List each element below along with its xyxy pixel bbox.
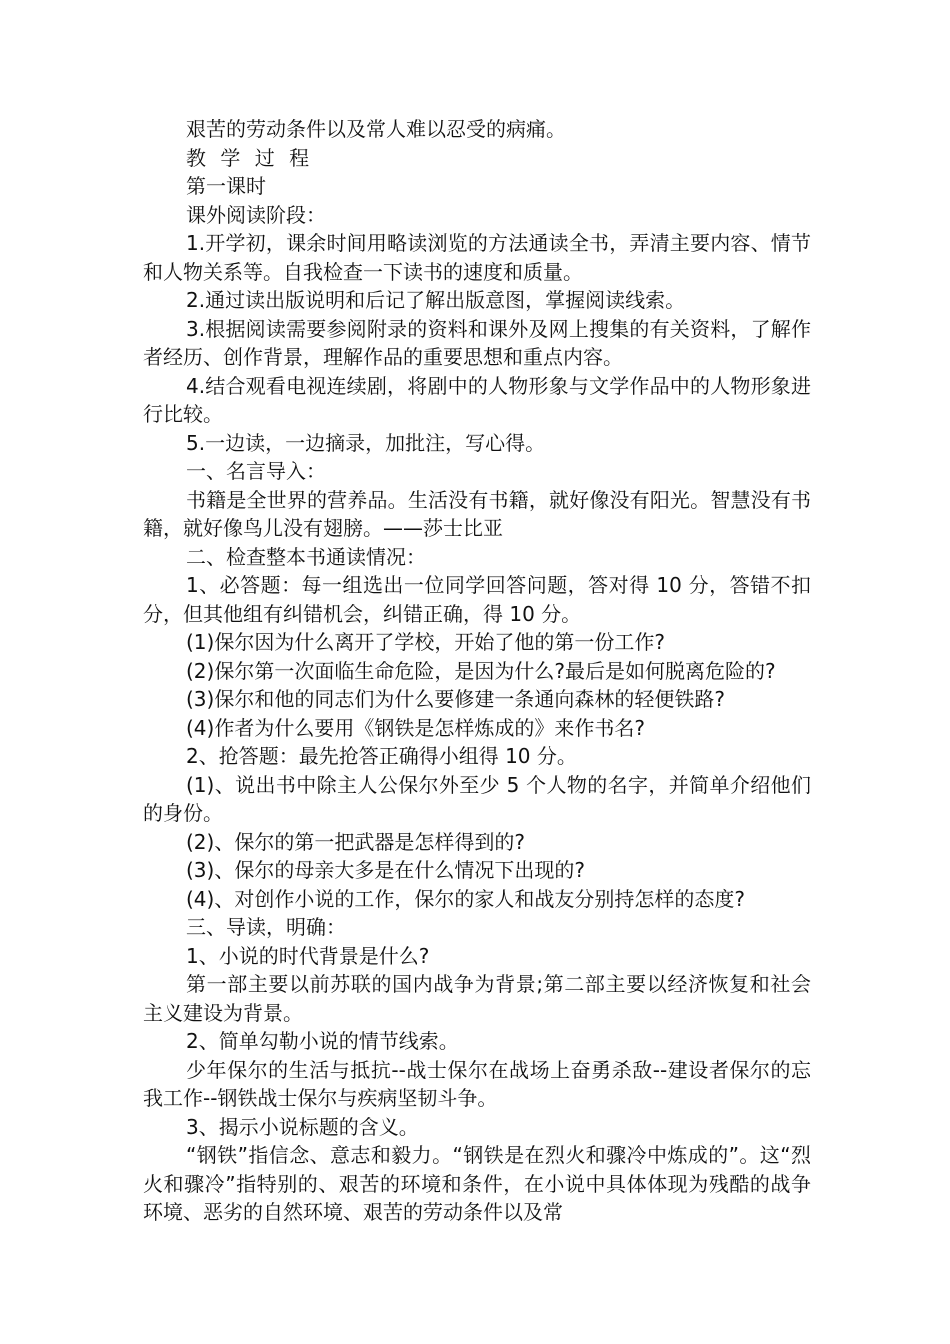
question-item: (2)、保尔的第一把武器是怎样得到的? <box>186 829 525 854</box>
question-item: (4)、对创作小说的工作，保尔的家人和战友分别持怎样的态度? <box>186 886 745 911</box>
section-heading: 三、导读，明确： <box>186 915 346 939</box>
question-item: (1)、说出书中除主人公保尔外至少 5 个人物的名字，并简单介绍他们的身份。 <box>143 772 811 825</box>
question-item: 1、小说的时代背景是什么? <box>186 943 430 968</box>
question-item: (4)作者为什么要用《钢铁是怎样炼成的》来作书名? <box>186 715 645 740</box>
answer-paragraph: 少年保尔的生活与抵抗--战士保尔在战场上奋勇杀敌--建设者保尔的忘我工作--钢铁战士保尔与疾病坚韧斗争。 <box>143 1057 811 1110</box>
paragraph: 1、必答题：每一组选出一位同学回答问题，答对得 10 分，答错不扣分，但其他组有纠错机会，纠错正确，得 10 分。 <box>143 573 811 626</box>
paragraph: 2、抢答题：最先抢答正确得小组得 10 分。 <box>186 744 577 768</box>
answer-paragraph: “钢铁”指信念、意志和毅力。“钢铁是在烈火和骤冷中炼成的”。这“烈火和骤冷”指特别的、艰苦的环境和条件，在小说中具体体现为残酷的战争环境、恶劣的自然环境、艰苦的劳动条件以及常 <box>143 1143 811 1224</box>
paragraph: 5.一边读，一边摘录，加批注，写心得。 <box>186 430 546 455</box>
answer-paragraph: 第一部主要以前苏联的国内战争为背景;第二部主要以经济恢复和社会主义建设为背景。 <box>143 972 811 1025</box>
paragraph: 4.结合观看电视连续剧，将剧中的人物形象与文学作品中的人物形象进行比较。 <box>143 373 811 426</box>
section-heading-teaching-process: 教 学 过 程 <box>186 145 314 170</box>
paragraph-continuation: 艰苦的劳动条件以及常人难以忍受的病痛。 <box>186 117 566 141</box>
question-item: (2)保尔第一次面临生命危险，是因为什么?最后是如何脱离危险的? <box>186 658 776 683</box>
stage-heading: 课外阅读阶段： <box>186 202 326 227</box>
question-item: 2、简单勾勒小说的情节线索。 <box>186 1029 459 1053</box>
paragraph: 2.通过读出版说明和后记了解出版意图，掌握阅读线索。 <box>186 288 686 312</box>
paragraph: 1.开学初，课余时间用略读浏览的方法通读全书，弄清主要内容、情节和人物关系等。自我检查一下读书的速度和质量。 <box>143 231 811 284</box>
question-item: (3)、保尔的母亲大多是在什么情况下出现的? <box>186 858 585 882</box>
lesson-heading: 第一课时 <box>186 174 266 198</box>
section-heading: 一、名言导入： <box>186 459 326 483</box>
question-item: 3、揭示小说标题的含义。 <box>186 1114 419 1139</box>
question-item: (1)保尔因为什么离开了学校，开始了他的第一份工作? <box>186 630 665 654</box>
section-heading: 二、检查整本书通读情况： <box>186 544 426 569</box>
question-item: (3)保尔和他的同志们为什么要修建一条通向森林的轻便铁路? <box>186 687 725 711</box>
paragraph: 3.根据阅读需要参阅附录的资料和课外及网上搜集的有关资料，了解作者经历、创作背景，理解作品的重要思想和重点内容。 <box>143 316 811 369</box>
document-body <box>143 115 811 1227</box>
quote-paragraph: 书籍是全世界的营养品。生活没有书籍，就好像没有阳光。智慧没有书籍，就好像鸟儿没有翅膀。——莎士比亚 <box>143 487 811 540</box>
